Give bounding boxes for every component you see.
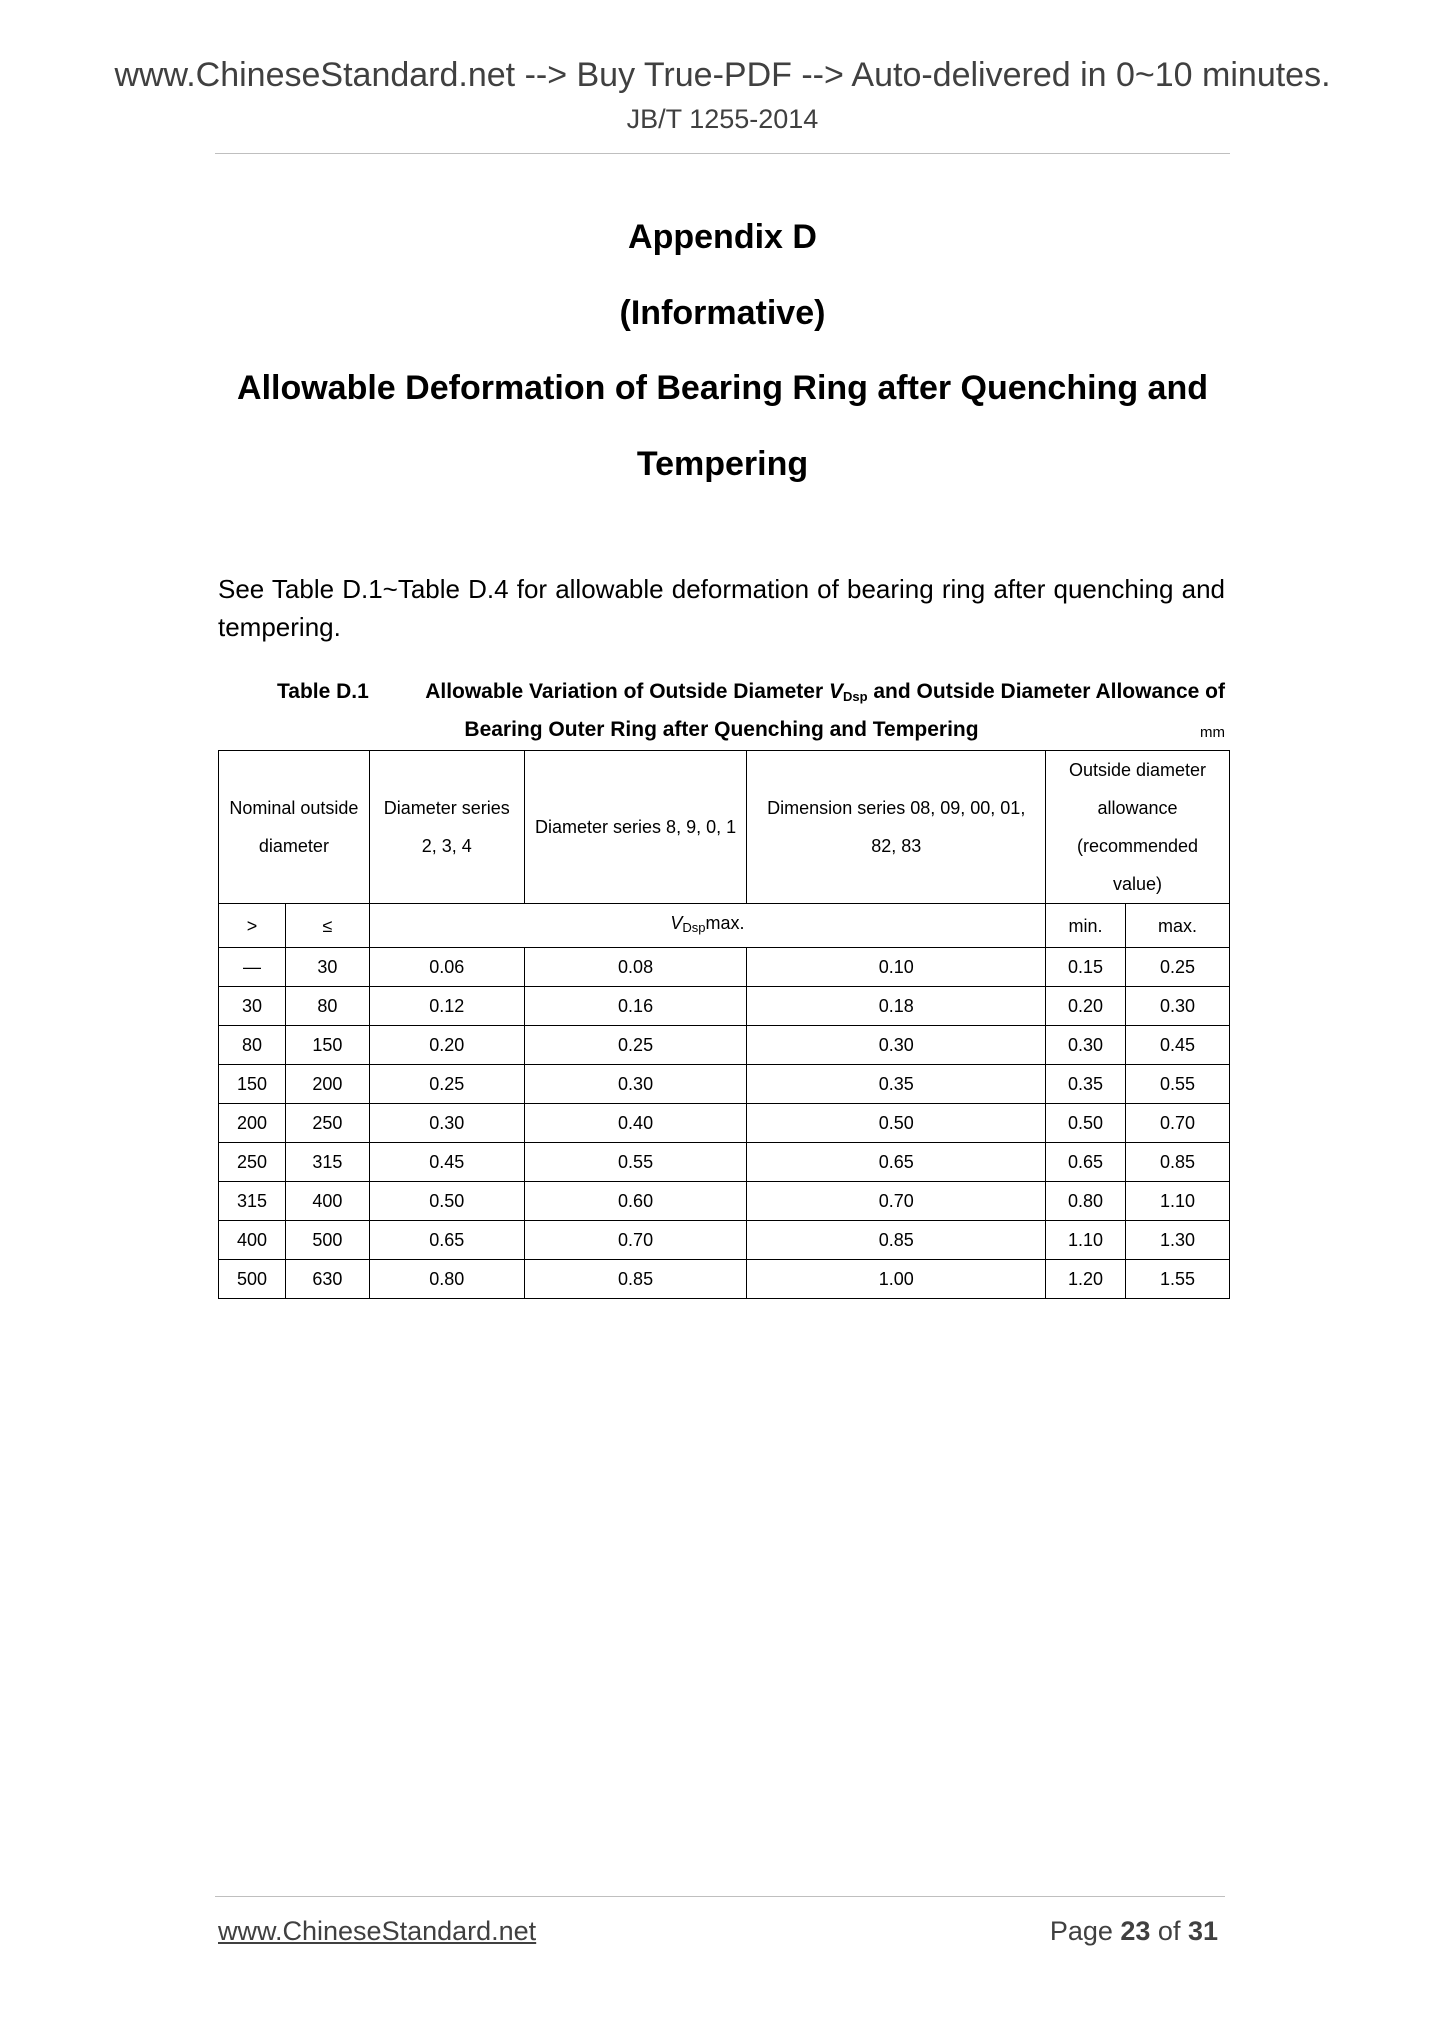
table-body: [219, 948, 1230, 1299]
table-label: Table D.1: [277, 680, 369, 703]
table-cell: 630: [285, 1260, 369, 1299]
table-cell: 500: [285, 1221, 369, 1260]
table-cell: 0.12: [369, 987, 524, 1026]
table-cell: 315: [219, 1182, 286, 1221]
table-row: [219, 948, 1230, 987]
table-cell: 150: [219, 1065, 286, 1104]
table-cell: 250: [285, 1104, 369, 1143]
table-cell: 0.60: [524, 1182, 747, 1221]
table-row: [219, 1026, 1230, 1065]
table-cell: 0.70: [1126, 1104, 1230, 1143]
table-row: [219, 1221, 1230, 1260]
table-unit: mm: [1200, 724, 1225, 741]
table-cell: 400: [285, 1182, 369, 1221]
table-cell: 1.10: [1126, 1182, 1230, 1221]
footer-link[interactable]: www.ChineseStandard.net: [218, 1916, 537, 1946]
table-cell: 0.08: [524, 948, 747, 987]
page-number: Page 23 of 31: [1049, 1916, 1218, 1946]
table-cell: 0.35: [747, 1065, 1046, 1104]
table-cell: 0.30: [524, 1065, 747, 1104]
caption-symbol: V: [828, 680, 843, 703]
table-cell: 0.30: [1126, 987, 1230, 1026]
table-cell: 500: [219, 1260, 286, 1299]
header-greater-than: >: [219, 904, 286, 948]
caption-text-a: Allowable Variation of Outside Diameter: [425, 680, 829, 703]
table-subheader-row: [219, 904, 1230, 948]
table-cell: 0.50: [747, 1104, 1046, 1143]
appendix-title: Appendix D: [628, 218, 817, 256]
table-cell: 0.25: [524, 1026, 747, 1065]
table-cell: 30: [219, 987, 286, 1026]
table-cell: 0.65: [747, 1143, 1046, 1182]
table-cell: 400: [219, 1221, 286, 1260]
deformation-table: [218, 750, 1230, 1299]
table-cell: 0.55: [1126, 1065, 1230, 1104]
table-cell: 0.85: [1126, 1143, 1230, 1182]
table-cell: 0.70: [524, 1221, 747, 1260]
table-cell: 0.18: [747, 987, 1046, 1026]
table-cell: 0.45: [1126, 1026, 1230, 1065]
table-cell: 1.55: [1126, 1260, 1230, 1299]
table-cell: 0.50: [369, 1182, 524, 1221]
table-cell: 0.35: [1046, 1065, 1126, 1104]
table-cell: 200: [219, 1104, 286, 1143]
table-cell: 1.30: [1126, 1221, 1230, 1260]
table-cell: 0.16: [524, 987, 747, 1026]
table-cell: 30: [285, 948, 369, 987]
table-cell: 0.55: [524, 1143, 747, 1182]
table-cell: 0.50: [1046, 1104, 1126, 1143]
header-vdsp-max: $V_{Dsp}\max$.: [369, 904, 1045, 948]
table-cell: 1.10: [1046, 1221, 1126, 1260]
table-cell: 0.80: [369, 1260, 524, 1299]
caption-text-b: and Outside Diameter Allowance of: [867, 680, 1225, 703]
table-cell: 0.70: [747, 1182, 1046, 1221]
table-cell: 150: [285, 1026, 369, 1065]
table-caption-line2: Bearing Outer Ring after Quenching and Tempering: [464, 718, 979, 741]
header-diameter-series-8901: Diameter series 8, 9, 0, 1: [524, 751, 747, 904]
table-cell: 250: [219, 1143, 286, 1182]
table-cell: 0.30: [369, 1104, 524, 1143]
table-cell: 0.30: [1046, 1026, 1126, 1065]
intro-paragraph: See Table D.1~Table D.4 for allowable deformation of bearing ring after quenching and tempering.: [218, 574, 1225, 642]
table-cell: 1.20: [1046, 1260, 1126, 1299]
table-cell: 80: [285, 987, 369, 1026]
header-divider: [215, 153, 1230, 154]
table-header-row: [219, 751, 1230, 904]
table-cell: 80: [219, 1026, 286, 1065]
table-cell: —: [219, 948, 286, 987]
table-row: [219, 1104, 1230, 1143]
table-row: [219, 1260, 1230, 1299]
table-row: [219, 1182, 1230, 1221]
table-row: [219, 1143, 1230, 1182]
header-diameter-series-234: Diameter series 2, 3, 4: [369, 751, 524, 904]
table-cell: 0.25: [369, 1065, 524, 1104]
standard-code: JB/T 1255-2014: [626, 104, 819, 134]
table-cell: 0.80: [1046, 1182, 1126, 1221]
header-dimension-series: Dimension series 08, 09, 00, 01, 82, 83: [747, 751, 1046, 904]
header-max: max.: [1126, 904, 1230, 948]
table-cell: 1.00: [747, 1260, 1046, 1299]
appendix-heading-line2: Tempering: [636, 445, 809, 483]
footer-divider: [215, 1896, 1225, 1897]
table-cell: 0.06: [369, 948, 524, 987]
caption-subscript: Dsp: [842, 689, 868, 704]
table-cell: 0.30: [747, 1026, 1046, 1065]
table-cell: 0.45: [369, 1143, 524, 1182]
table-row: [219, 987, 1230, 1026]
header-less-equal: ≤: [285, 904, 369, 948]
header-nominal-diameter: Nominal outside diameter: [219, 751, 370, 904]
table-cell: 0.85: [524, 1260, 747, 1299]
table-cell: 315: [285, 1143, 369, 1182]
table-cell: 200: [285, 1065, 369, 1104]
table-cell: 0.25: [1126, 948, 1230, 987]
table-cell: 0.10: [747, 948, 1046, 987]
table-cell: 0.65: [1046, 1143, 1126, 1182]
table-row: [219, 1065, 1230, 1104]
table-caption-line1: [425, 680, 1225, 704]
appendix-type: (Informative): [619, 294, 826, 332]
header-banner: www.ChineseStandard.net --> Buy True-PDF --> Auto-delivered in 0~10 minutes.: [114, 56, 1331, 94]
table-cell: 0.20: [369, 1026, 524, 1065]
table-cell: 0.15: [1046, 948, 1126, 987]
appendix-heading-line1: Allowable Deformation of Bearing Ring after Quenching and: [237, 369, 1208, 407]
table-cell: 0.85: [747, 1221, 1046, 1260]
table-cell: 0.40: [524, 1104, 747, 1143]
table-cell: 0.20: [1046, 987, 1126, 1026]
header-outside-allowance: Outside diameter allowance (recommended value): [1046, 751, 1230, 904]
header-min: min.: [1046, 904, 1126, 948]
table-cell: 0.65: [369, 1221, 524, 1260]
